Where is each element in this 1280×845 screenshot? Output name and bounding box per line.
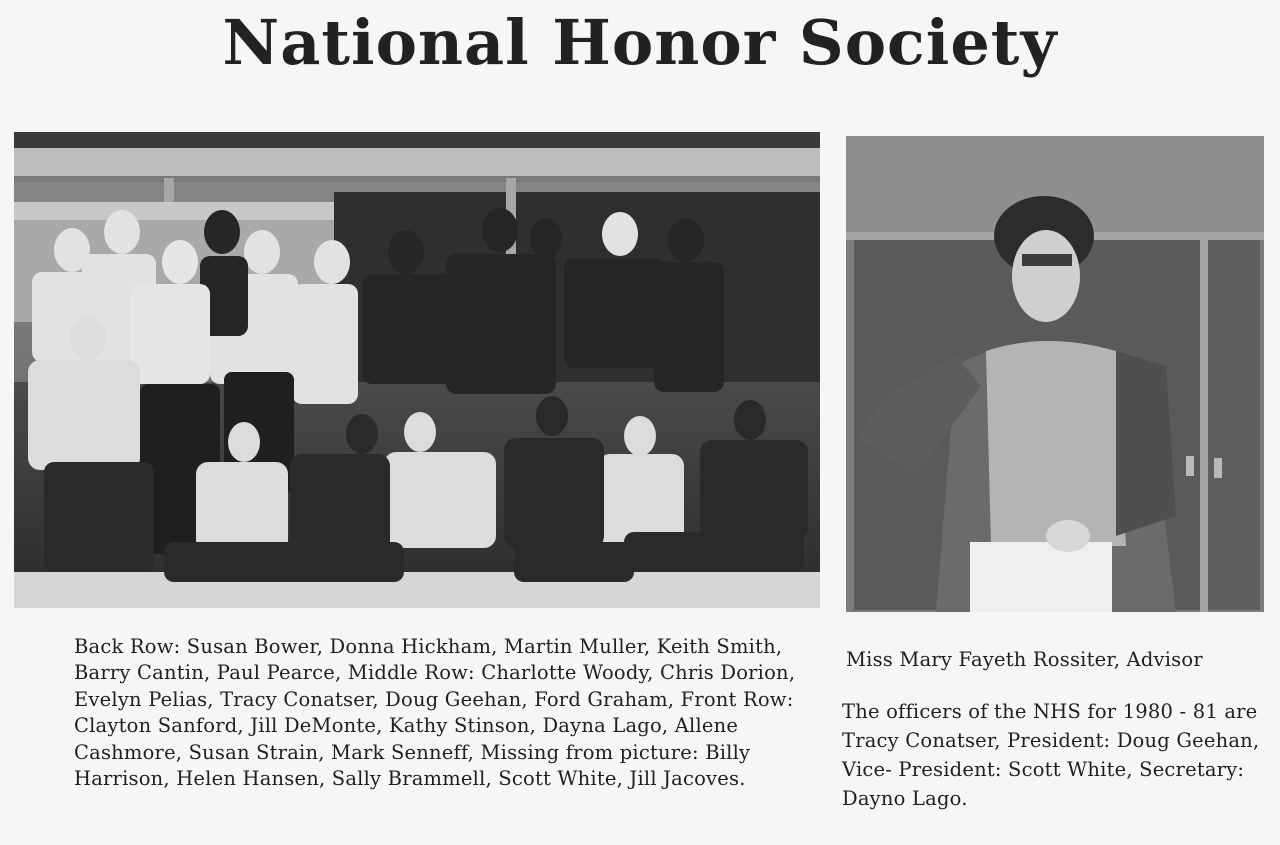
officers-caption: The officers of the NHS for 1980 - 81 are Tracy Conatser, President: Doug Geehan, Vice- President: Scott White, Secretary: Dayno Lago. bbox=[842, 700, 1260, 810]
group-photo-caption: Back Row: Susan Bower, Donna Hickham, Martin Muller, Keith Smith, Barry Cantin, Paul Pearce, Middle Row: Charlotte Woody, Chris Dorion, Evelyn Pelias, Tracy Conatser, Doug Geehan, Ford Graham, Front Row: Clayton Sanford, Jill DeMonte, Kathy Stinson, Dayna Lago, Allene Cashmore, Susan Strain, Mark Senneff, Missing from picture: Billy Harrison, Helen Hansen, Sally Brammell, Scott White, Jill Jacoves. bbox=[74, 635, 796, 791]
page-title: National Honor Society bbox=[222, 6, 1058, 79]
advisor-photo bbox=[846, 136, 1264, 612]
group-photo bbox=[14, 132, 820, 608]
advisor-caption: Miss Mary Fayeth Rossiter, Advisor bbox=[846, 648, 1203, 671]
